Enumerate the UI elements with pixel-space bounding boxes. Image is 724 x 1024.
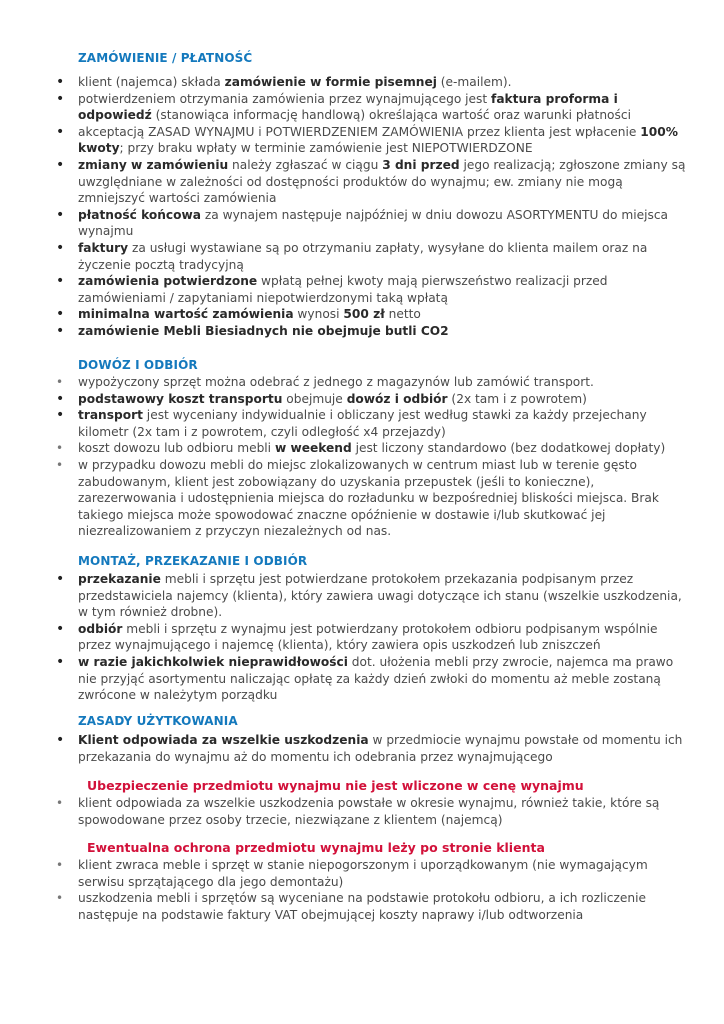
bold-text: zamówienie Mebli Biesiadnych nie obejmuje butli CO2 <box>78 323 449 338</box>
bullet-icon: • <box>56 206 65 223</box>
bold-text: przekazanie <box>78 572 161 586</box>
bullet-icon: • <box>56 239 65 256</box>
list-item <box>0 240 688 273</box>
text: (stanowiąca informację handlową) określająca wartość oraz warunki płatności <box>151 108 631 123</box>
bullet-icon: • <box>56 306 65 323</box>
list-item <box>0 440 688 457</box>
bold-text: odbiór <box>78 621 123 636</box>
text: klient odpowiada za wszelkie uszkodzenia powstałe w okresie wynajmu, również takie, które są spowodowane przez osoby trzecie, niezwiązane z klientem (najemcą) <box>78 796 660 827</box>
bold-text: Klient odpowiada za wszelkie uszkodzenia <box>78 733 369 747</box>
text: jego realizacją; zgłoszone zmiany są uwzględniane w zależności od dostępności produktów do wynajmu; ew. zmiany nie mogą zmniejszyć wartości zamówienia <box>78 157 686 206</box>
bullet-icon: • <box>56 390 65 407</box>
insurance-list <box>0 795 724 828</box>
section-title-usage-rules: ZASADY UŻYTKOWANIA <box>78 714 238 728</box>
text: klient (najemca) składa <box>78 75 225 89</box>
list-item <box>0 571 688 621</box>
bold-text: faktura proforma i odpowiedź <box>78 91 618 123</box>
protection-note: Ewentualna ochrona przedmiotu wynajmu leży po stronie klienta <box>87 840 545 855</box>
bullet-icon: • <box>56 796 64 810</box>
bold-text: w weekend <box>274 441 352 456</box>
text: uszkodzenia mebli i sprzętów są wyceniane na podstawie protokołu odbioru, a ich rozliczenie następuje na podstawie faktury VAT obejmującej koszty naprawy i/lub odtworzenia <box>78 891 646 922</box>
bullet-icon: • <box>56 123 65 140</box>
bold-text: zamówienie w formie pisemnej <box>224 75 437 89</box>
bold-text: transport <box>78 408 143 423</box>
text: (2x tam i z powrotem) <box>447 391 587 406</box>
bullet-icon: • <box>56 90 65 107</box>
bold-text: 500 zł <box>343 307 385 322</box>
text: jest liczony standardowo (bez dodatkowej dopłaty) <box>351 441 666 456</box>
list-item <box>0 857 688 890</box>
text: koszt dowozu lub odbioru mebli <box>78 441 275 456</box>
list-item <box>0 621 688 654</box>
text: netto <box>384 307 421 322</box>
bullet-icon: • <box>56 571 65 587</box>
bullet-icon: • <box>56 653 65 670</box>
section-title-order-payment: ZAMÓWIENIE / PŁATNOŚĆ <box>78 51 253 65</box>
text: klient zwraca meble i sprzęt w stanie niepogorszonym i uporządkowanym (nie wymagającym serwisu sprzątającego dla jego demontażu) <box>78 858 648 889</box>
bullet-icon: • <box>56 74 65 90</box>
bullet-icon: • <box>56 891 64 906</box>
text: potwierdzeniem otrzymania zamówienia przez wynajmującego jest <box>78 91 492 106</box>
insurance-note: Ubezpieczenie przedmiotu wynajmu nie jest wliczone w cenę wynajmu <box>87 778 584 793</box>
list-item <box>0 732 688 765</box>
order-payment-list <box>0 74 724 340</box>
bullet-icon: • <box>56 273 65 290</box>
text: wynosi <box>293 307 344 322</box>
bullet-icon: • <box>56 732 65 748</box>
section-title-delivery: DOWÓZ I ODBIÓR <box>78 358 198 372</box>
bold-text: zmiany w zamówieniu <box>78 157 229 172</box>
assembly-list <box>0 571 724 704</box>
list-item <box>0 374 688 391</box>
text: za usługi wystawiane są po otrzymaniu zapłaty, wysyłane do klienta mailem oraz na życzenie pocztą tradycyjną <box>78 240 648 272</box>
text: za wynajem następuje najpóźniej w dniu dowozu ASORTYMENTU do miejsca wynajmu <box>78 207 669 239</box>
list-item <box>0 654 688 704</box>
protection-list <box>0 857 724 923</box>
bullet-icon: • <box>56 322 65 339</box>
bold-text: 100% kwoty <box>78 124 678 156</box>
text: mebli i sprzętu z wynajmu jest potwierdzany protokołem odbioru podpisanym wspólnie przez wynajmującego i najemcę (klienta), który zawiera opis uszkodzeń lub zniszczeń <box>78 621 658 653</box>
bold-text: podstawowy koszt transportu <box>78 391 283 406</box>
list-item <box>0 391 688 408</box>
bullet-icon: • <box>56 620 65 637</box>
text: w przypadku dowozu mebli do miejsc zlokalizowanych w centrum miast lub w terenie gęsto zabudowanym, klient jest zobowiązany do uzyskania przepustek (jeśli to konieczne), zarezerwowania i udostępnienia miejsca do rozładunku w bezpośredniej bliskości miejsca. Brak takiego miejsca może spowodować znaczne opóźnienie w dostawie i/lub skutkować jej niezrealizowaniem z przyczyn niezależnych od nas. <box>78 457 659 539</box>
text: wpłatą pełnej kwoty mają pierwszeństwo realizacji przed zamówieniami / zapytaniami niepotwierdzonymi taką wpłatą <box>78 274 608 305</box>
bold-text: w razie jakichkolwiek nieprawidłowości <box>78 654 348 669</box>
text: ; przy braku wpłaty w terminie zamówienie jest NIEPOTWIERDZONE <box>119 141 533 156</box>
bold-text: dowóz i odbiór <box>346 391 448 406</box>
bullet-icon: • <box>56 156 65 173</box>
bold-text: 3 dni przed <box>382 157 460 172</box>
bold-text: faktury <box>78 240 129 255</box>
bold-text: płatność końcowa <box>78 207 201 222</box>
bullet-icon: • <box>56 457 64 472</box>
text: mebli i sprzętu jest potwierdzane protokołem przekazania podpisanym przez przedstawiciela najemcy (klienta), który zawiera uwagi dotyczące ich stanu (wszelkie uszkodzenia, w tym również drobne). <box>78 572 682 620</box>
bullet-icon: • <box>56 375 64 389</box>
text: akceptacją ZASAD WYNAJMU i POTWIERDZENIEM ZAMÓWIENIA przez klienta jest wpłacenie <box>78 124 641 139</box>
usage-rules-list <box>0 732 724 765</box>
list-item <box>0 157 688 207</box>
list-item <box>0 207 688 240</box>
text: jest wyceniany indywidualnie i obliczany jest według stawki za każdy przejechany kilometr (2x tam i z powrotem, czyli odległość x4 przejazdy) <box>78 408 647 439</box>
delivery-list <box>0 374 724 540</box>
list-item <box>0 306 688 323</box>
list-item <box>0 323 688 340</box>
list-item <box>0 457 688 540</box>
bullet-icon: • <box>56 441 64 456</box>
list-item <box>0 74 688 91</box>
text: dot. ułożenia mebli przy zwrocie, najemca ma prawo nie przyjąć asortymentu naliczając opłatę za każdy dzień zwłoki do momentu aż meble zostaną zwrócone w należytym porządku <box>78 654 674 703</box>
text: wypożyczony sprzęt można odebrać z jednego z magazynów lub zamówić transport. <box>78 375 594 389</box>
text: (e-mailem). <box>436 75 512 89</box>
list-item <box>0 407 688 440</box>
list-item <box>0 795 688 828</box>
bold-text: zamówienia potwierdzone <box>78 274 258 289</box>
list-item <box>0 124 688 157</box>
bullet-icon: • <box>56 858 64 872</box>
list-item <box>0 91 688 124</box>
text: obejmuje <box>282 391 347 406</box>
list-item <box>0 273 688 306</box>
bullet-icon: • <box>56 407 65 424</box>
text: należy zgłaszać w ciągu <box>228 157 383 172</box>
section-title-assembly: MONTAŻ, PRZEKAZANIE I ODBIÓR <box>78 554 308 568</box>
bold-text: minimalna wartość zamówienia <box>78 307 294 322</box>
text: w przedmiocie wynajmu powstałe od momentu ich przekazania do wynajmu aż do momentu ich odebrania przez wynajmującego <box>78 733 683 764</box>
list-item <box>0 890 688 923</box>
